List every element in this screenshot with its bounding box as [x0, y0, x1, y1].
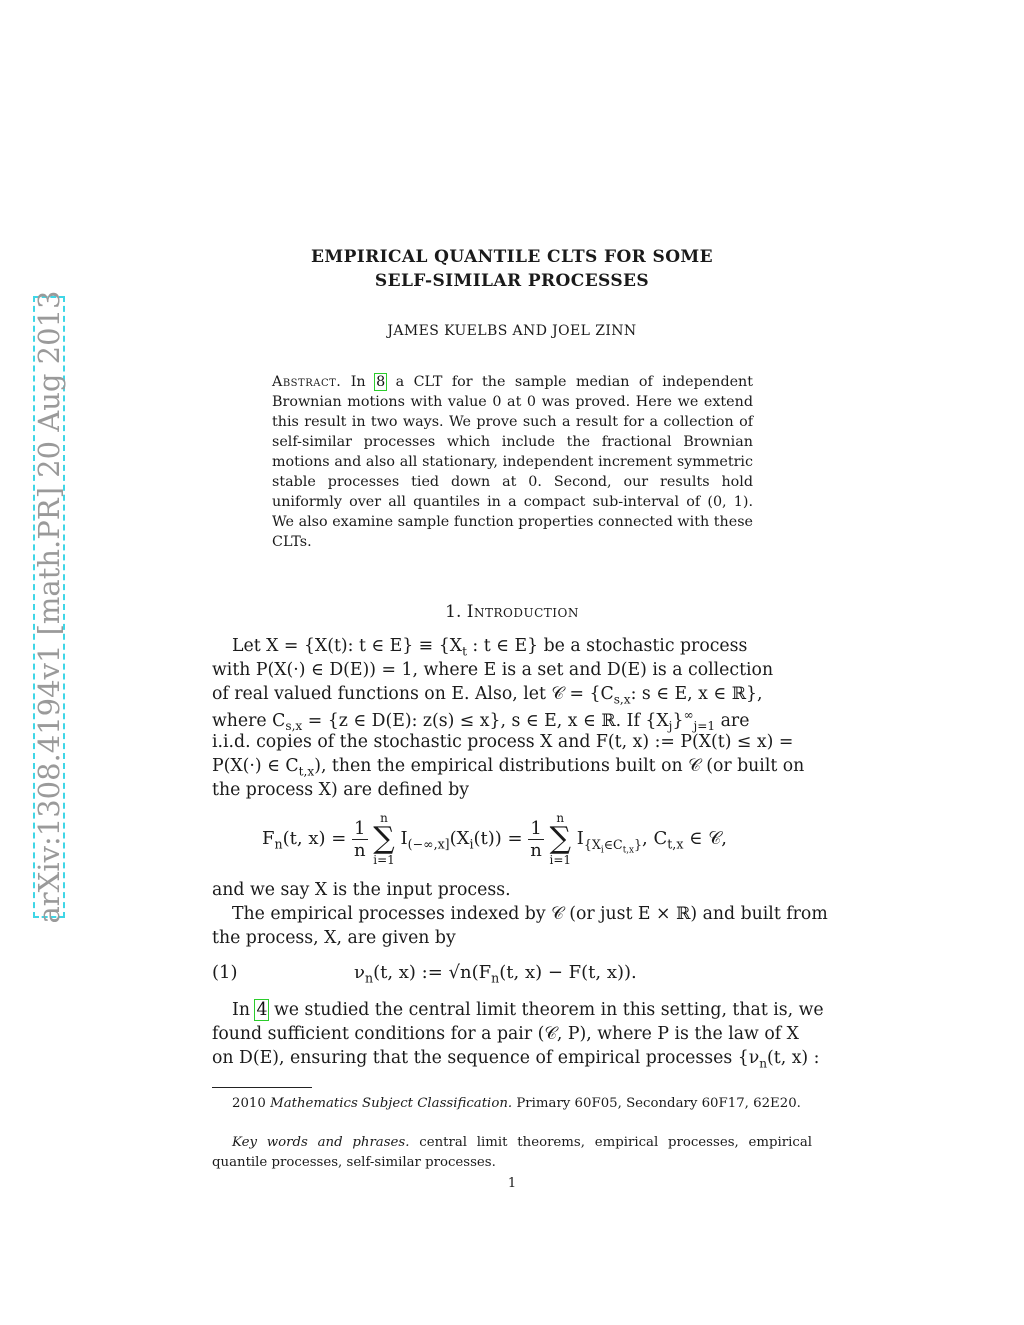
footnote-keywords: Key words and phrases. central limit theorems, empirical processes, empirical quantile processes, self-similar processes.	[212, 1135, 813, 1170]
paper-title-line1: EMPIRICAL QUANTILE CLTS FOR SOME	[311, 247, 713, 267]
intro-p1-line: the process X) are defined by	[212, 780, 470, 800]
paper-title-line2: SELF-SIMILAR PROCESSES	[374, 271, 650, 291]
intro-p1-line: i.i.d. copies of the stochastic process X and F(t, x) := P(X(t) ≤ x) =	[212, 732, 794, 752]
equation-label-1: (1)	[212, 962, 238, 983]
section-title: Introduction	[466, 602, 579, 622]
abstract-label: Abstract.	[272, 374, 342, 390]
intro-p3-line: The empirical processes indexed by 𝒞 (or just E × ℝ) and built from	[232, 904, 828, 924]
citation-link-4[interactable]: 4	[256, 1000, 268, 1020]
intro-p4-line: In 4 we studied the central limit theorem in this setting, that is, we	[232, 1000, 824, 1020]
summation: n ∑ i=1	[549, 811, 572, 867]
section-number: 1.	[445, 602, 462, 622]
page-number: 1	[507, 1176, 517, 1191]
abstract-pre-cite: In	[350, 374, 366, 390]
footnote-msc: 2010 Mathematics Subject Classification. Primary 60F05, Secondary 60F17, 62E20.	[232, 1096, 801, 1111]
footnote-divider	[212, 1087, 312, 1088]
intro-p2: and we say X is the input process.	[212, 880, 511, 900]
intro-p3-line: the process, X, are given by	[212, 928, 456, 948]
abstract	[272, 372, 753, 552]
equation-empirical-distribution	[262, 812, 727, 866]
equation-empirical-process: $\nu_n(t$, x) := $√n(F_n(t$, x) − F(t, x)).	[354, 962, 637, 986]
fraction: $\frac{1}{n}$	[353, 817, 366, 861]
eq-term2: $I_{\{X_i\in C_{t,x}\}}$, $C_{t,x}$ ∈ 𝒞,	[576, 828, 728, 856]
intro-p1-line: of real valued functions on E. Also, let 𝒞 = {$C_{s,x}$: s ∈ E, x ∈ ℝ},	[212, 684, 763, 707]
arxiv-id: arXiv:1308.4194v1 [math.PR] 20 Aug 2013	[32, 290, 66, 924]
fraction: $\frac{1}{n}$	[530, 817, 542, 861]
summation: n ∑ i=1	[373, 811, 395, 867]
eq-term1: $I_{(-\infty,x]}(X_i(t))$ =	[400, 828, 523, 852]
eq-lhs: $F_n(t$, x) =	[262, 828, 347, 852]
citation-link-8[interactable]: 8	[376, 374, 386, 390]
intro-p4-line: on D(E), ensuring that the sequence of empirical processes {$\nu_n(t$, x) :	[212, 1048, 820, 1071]
authors: JAMES KUELBS AND JOEL ZINN	[387, 323, 637, 339]
intro-p1-line: P(X(·) ∈ $C_{t,x}$), then the empirical distributions built on 𝒞 (or built on	[212, 756, 805, 779]
section-heading	[0, 602, 1024, 622]
intro-p1-line: where $C_{s,x} = \{z$ ∈ D(E): z(s) ≤ x}, s ∈ E, x ∈ ℝ. If $\{X_j\}^\infty_{j=1}$ are	[212, 708, 750, 734]
intro-p1-line: Let X = {X(t): t ∈ $E\} \equiv \{X_t$ : t ∈ E} be a stochastic process	[232, 636, 748, 659]
intro-p1-line: with P(X(·) ∈ D(E)) = 1, where E is a set and D(E) is a collection	[212, 660, 774, 680]
abstract-text: a CLT for the sample median of independent Brownian motions with value 0 at 0 was proved. Here we extend this result in two ways. We prove such a result for a collection of self-similar processes which include the fractional Brownian motions and also all stationary, independent increment symmetric stable processes tied down at 0. Second, our results hold uniformly over all quantiles in a compact sub-interval of (0, 1). We also examine sample function properties connected with these CLTs.	[272, 374, 754, 550]
intro-p4-line: found sufficient conditions for a pair (𝒞, P), where P is the law of X	[212, 1024, 799, 1044]
